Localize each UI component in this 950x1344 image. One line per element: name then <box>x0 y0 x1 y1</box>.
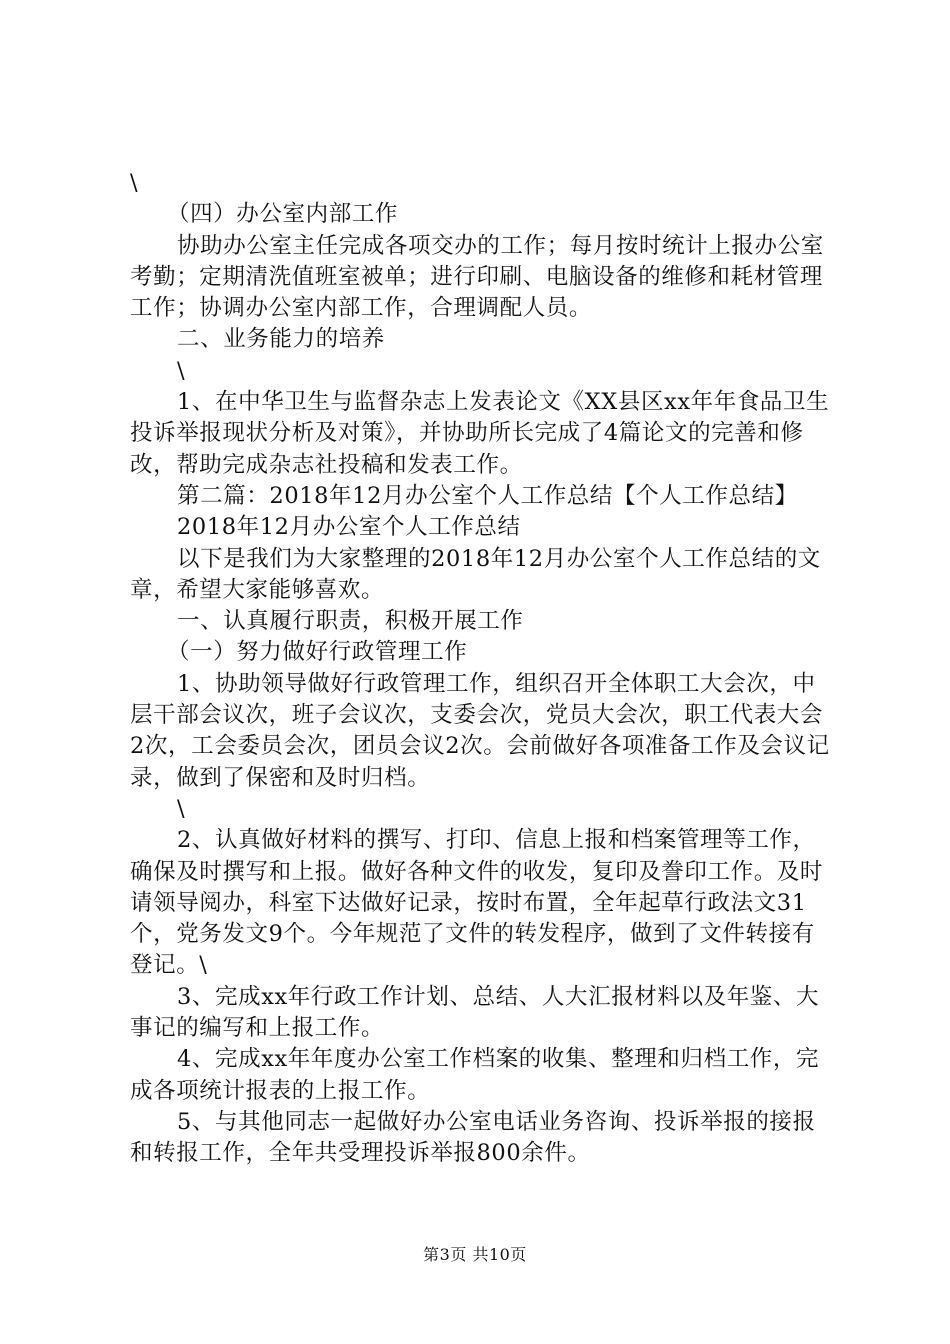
paragraph: 以下是我们为大家整理的2018年12月办公室个人工作总结的文章，希望大家能够喜欢。 <box>130 545 821 603</box>
paragraph: 1、协助领导做好行政管理工作，组织召开全体职工大会次，中层干部会议次，班子会议次，支委会次，党员大会次，职工代表大会2次，工会委员会次，团员会议2次。会前做好各项准备工作及会议记录，做到了保密和及时归档。 <box>130 670 830 791</box>
paragraph: 4、完成xx年年度办公室工作档案的收集、整理和归档工作，完成各项统计报表的上报工作。 <box>130 1046 820 1104</box>
page-indicator: 第3页 共10页 <box>423 1245 527 1264</box>
paragraph: 协助办公室主任完成各项交办的工作；每月按时统计上报办公室考勤；定期清洗值班室被单；进行印刷、电脑设备的维修和耗材管理工作；协调办公室内部工作，合理调配人员。 <box>130 232 824 322</box>
paragraph: 3、完成xx年行政工作计划、总结、人大汇报材料以及年鉴、大事记的编写和上报工作。 <box>130 983 820 1042</box>
document-body <box>130 168 830 1170</box>
section-heading: 二、业务能力的培养 <box>177 326 385 353</box>
paragraph-backslash: \ <box>177 795 186 822</box>
article-subtitle: 2018年12月办公室个人工作总结 <box>177 514 521 541</box>
section-heading: 一、认真履行职责，积极开展工作 <box>177 608 524 635</box>
paragraph: 1、在中华卫生与监督杂志上发表论文《XX县区xx年年食品卫生投诉举报现状分析及对策》，并协助所长完成了4篇论文的完善和修改，帮助完成杂志社投稿和发表工作。 <box>130 389 830 478</box>
section-heading: （四）办公室内部工作 <box>167 201 399 228</box>
article-title: 第二篇：2018年12月办公室个人工作总结【个人工作总结】 <box>177 482 798 509</box>
paragraph: 2、认真做好材料的撰写、打印、信息上报和档案管理等工作，确保及时撰写和上报。做好各种文件的收发，复印及誊印工作。及时请领导阅办，科室下达做好记录，按时布置，全年起草行政法文31个，党务发文9个。今年规范了文件的转发程序，做到了文件转接有登记。\ <box>130 827 824 979</box>
paragraph-backslash: \ <box>177 357 186 384</box>
paragraph: 5、与其他同志一起做好办公室电话业务咨询、投诉举报的接报和转报工作，全年共受理投诉举报800余件。 <box>130 1108 816 1167</box>
page-footer <box>0 1242 950 1265</box>
section-heading: （一）努力做好行政管理工作 <box>167 639 468 666</box>
paragraph-backslash: \ <box>130 170 139 196</box>
